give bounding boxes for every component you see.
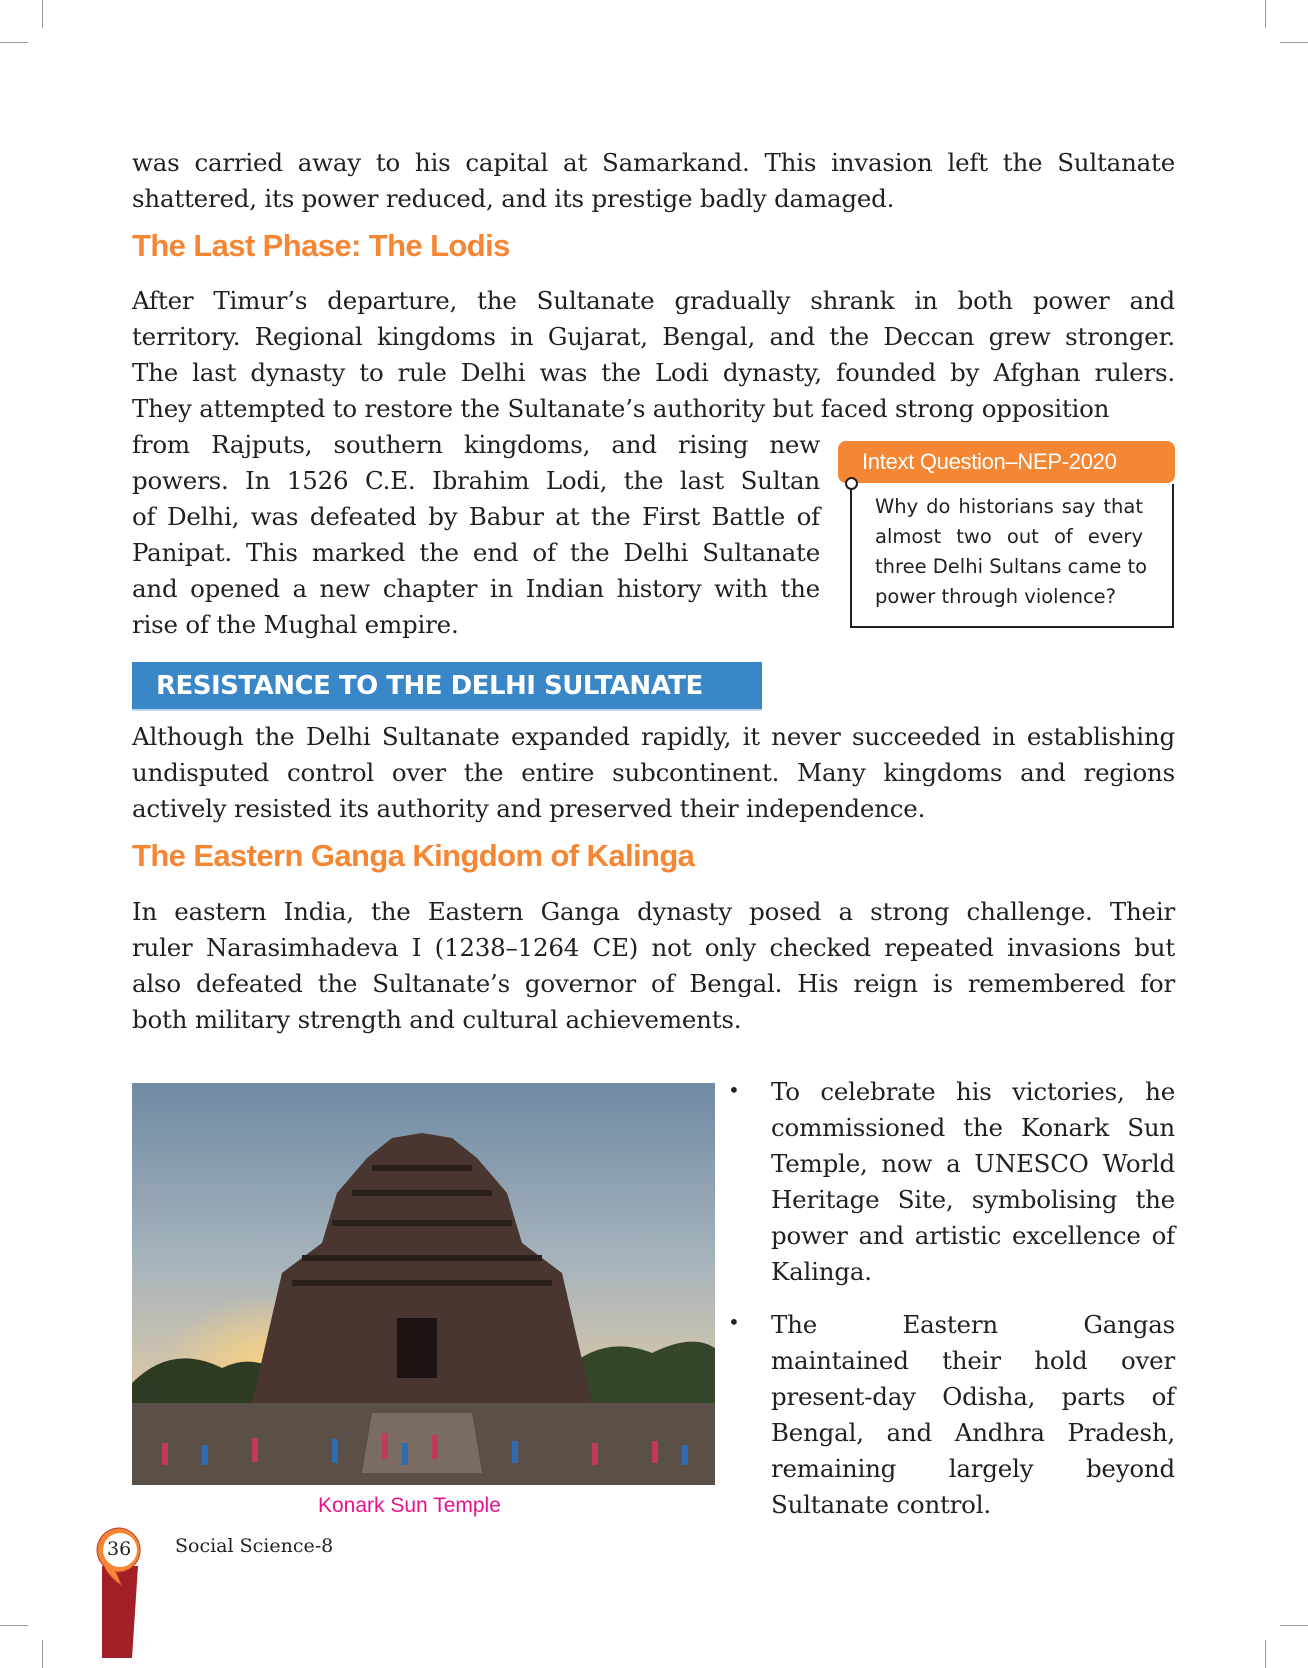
connector-dot-icon	[845, 477, 858, 490]
text-line: also defeated the Sultanate’s governor of Bengal. His reign is remembered for	[132, 969, 1175, 998]
text-line: ruler Narasimhadeva I (1238–1264 CE) not only checked repeated invasions but	[132, 933, 1175, 962]
photo-caption: Konark Sun Temple	[318, 1494, 501, 1517]
text-line: In eastern India, the Eastern Ganga dynasty posed a strong challenge. Their	[132, 897, 1175, 926]
book-title: Social Science-8	[175, 1535, 334, 1557]
bullet-icon: •	[728, 1310, 740, 1334]
text-line: commissioned the Konark Sun	[771, 1113, 1175, 1142]
text-line: power through violence?	[875, 585, 1117, 608]
text-line: Temple, now a UNESCO World	[771, 1149, 1175, 1178]
heading-eastern-ganga-kalinga: The Eastern Ganga Kingdom of Kalinga	[132, 838, 695, 873]
intext-question-header	[838, 441, 1175, 483]
text-line: was carried away to his capital at Samarkand. This invasion left the Sultanate	[132, 148, 1175, 177]
text-line: Panipat. This marked the end of the Delhi Sultanate	[132, 538, 820, 567]
text-line: maintained their hold over	[771, 1346, 1175, 1375]
lodis-paragraph-continued	[132, 427, 820, 643]
lodis-paragraph	[132, 283, 1175, 427]
intext-question-text	[875, 492, 1148, 612]
bullet-item-territory	[771, 1307, 1175, 1523]
text-line: Bengal, and Andhra Pradesh,	[771, 1418, 1175, 1447]
text-line: present-day Odisha, parts of	[771, 1382, 1175, 1411]
crop-mark	[42, 0, 43, 28]
text-line: Kalinga.	[771, 1257, 872, 1286]
heading-last-phase-lodis: The Last Phase: The Lodis	[132, 228, 510, 263]
text-line: Although the Delhi Sultanate expanded rapidly, it never succeeded in establishing	[132, 722, 1175, 751]
intext-question-title: Intext Question–NEP-2020	[862, 449, 1117, 474]
crop-mark	[1280, 42, 1308, 43]
text-line: power and artistic excellence of	[771, 1221, 1175, 1250]
text-line: powers. In 1526 C.E. Ibrahim Lodi, the last Sultan	[132, 466, 820, 495]
text-line: territory. Regional kingdoms in Gujarat, Bengal, and the Deccan grew stronger.	[132, 322, 1175, 351]
konark-temple-photo	[132, 1083, 715, 1485]
text-line: The last dynasty to rule Delhi was the Lodi dynasty, founded by Afghan rulers.	[132, 358, 1175, 387]
crop-mark	[0, 1625, 28, 1626]
text-line: The Eastern Gangas	[771, 1310, 1175, 1339]
resistance-paragraph	[132, 719, 1175, 827]
crop-mark	[0, 42, 28, 43]
banner-title: RESISTANCE TO THE DELHI SULTANATE	[156, 671, 703, 701]
text-line: of Delhi, was defeated by Babur at the First Battle of	[132, 502, 820, 531]
text-line: shattered, its power reduced, and its prestige badly damaged.	[132, 184, 895, 213]
text-line: actively resisted its authority and preserved their independence.	[132, 794, 926, 823]
text-line: from Rajputs, southern kingdoms, and rising new	[132, 430, 820, 459]
text-line: both military strength and cultural achievements.	[132, 1005, 742, 1034]
text-line: three Delhi Sultans came to	[875, 555, 1148, 578]
crop-mark	[42, 1640, 43, 1668]
bullet-item-konark	[771, 1074, 1175, 1290]
page-number-badge	[96, 1526, 144, 1665]
section-banner-resistance	[132, 662, 762, 711]
crop-mark	[1280, 1625, 1308, 1626]
intro-paragraph	[132, 145, 1175, 217]
text-line: remaining largely beyond	[771, 1454, 1175, 1483]
text-line: Sultanate control.	[771, 1490, 991, 1519]
crop-mark	[1265, 0, 1266, 28]
text-line: rise of the Mughal empire.	[132, 610, 459, 639]
text-line: After Timur’s departure, the Sultanate gradually shrank in both power and	[132, 286, 1175, 315]
text-line: undisputed control over the entire subcontinent. Many kingdoms and regions	[132, 758, 1175, 787]
kalinga-paragraph	[132, 894, 1175, 1038]
text-line: They attempted to restore the Sultanate’s authority but faced strong opposition	[132, 394, 1110, 423]
text-line: and opened a new chapter in Indian history with the	[132, 574, 820, 603]
text-line: almost two out of every	[875, 525, 1143, 548]
text-line: Heritage Site, symbolising the	[771, 1185, 1175, 1214]
crop-mark	[1265, 1640, 1266, 1668]
page-number: 36	[107, 1538, 132, 1560]
text-line: To celebrate his victories, he	[771, 1077, 1175, 1106]
text-line: Why do historians say that	[875, 495, 1143, 518]
bullet-icon: •	[728, 1078, 740, 1102]
